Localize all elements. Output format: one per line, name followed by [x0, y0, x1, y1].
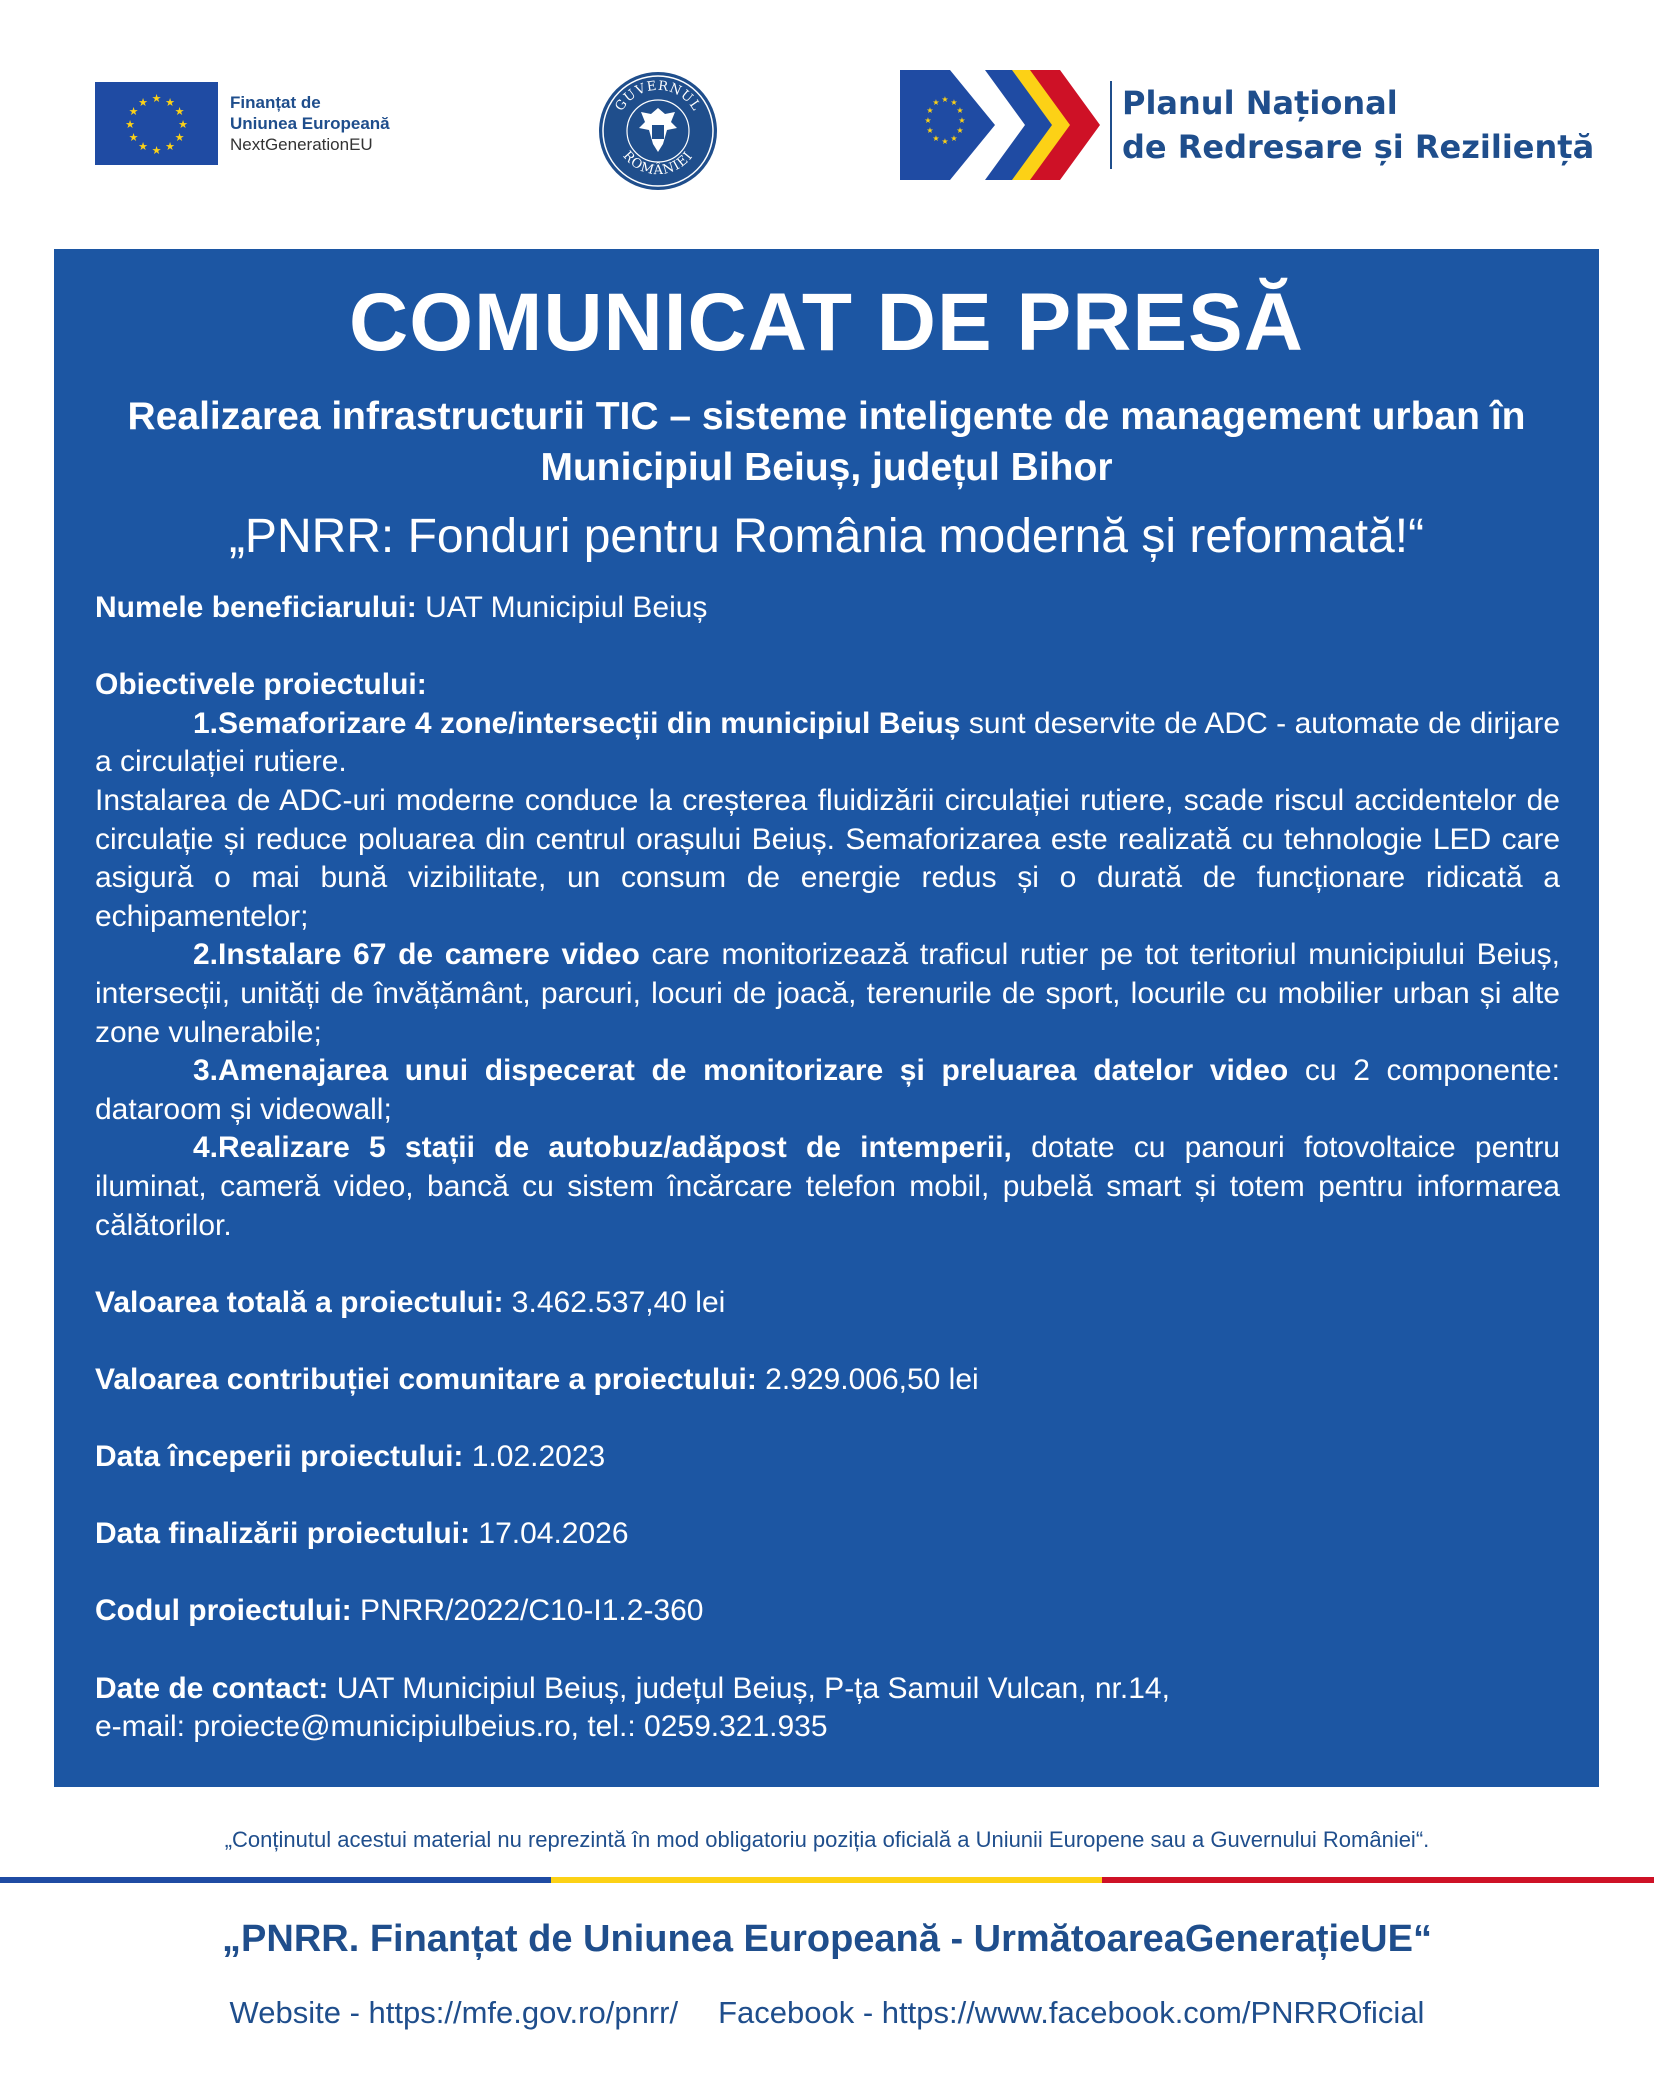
project-code-line [95, 1592, 1560, 1631]
svg-text:★: ★ [950, 98, 958, 107]
svg-text:★: ★ [926, 106, 934, 115]
pnrr-logo [900, 70, 1594, 180]
eu-contribution-line [95, 1361, 1560, 1400]
svg-text:★: ★ [174, 105, 185, 118]
beneficiary-value: UAT Municipiul Beiuș [416, 591, 708, 624]
svg-text:★: ★ [174, 131, 185, 144]
facebook-link[interactable]: Facebook - https://www.facebook.com/PNRROficial [718, 1995, 1425, 2030]
end-date-label: Data finalizării proiectului: [95, 1517, 471, 1551]
project-code-value: PNRR/2022/C10-I1.2-360 [351, 1594, 704, 1628]
contact-email-phone: e-mail: proiecte@municipiulbeius.ro, tel.: 0259.321.935 [95, 1710, 828, 1744]
objective-3 [95, 1052, 1560, 1129]
end-date-value: 17.04.2026 [470, 1517, 629, 1551]
pnrr-logo-text [1110, 81, 1594, 169]
contact-label: Date de contact: [95, 1671, 329, 1705]
svg-text:★: ★ [128, 105, 139, 118]
start-date-label: Data începerii proiectului: [95, 1440, 464, 1474]
total-value-label: Valoarea totală a proiectului: [95, 1285, 504, 1319]
objective-4-title: 4.Realizare 5 stații de autobuz/adăpost de intemperii, [193, 1131, 1012, 1165]
eu-logo-line3: NextGenerationEU [230, 135, 373, 154]
start-date-line [95, 1438, 1560, 1477]
website-link[interactable]: Website - https://mfe.gov.ro/pnrr/ [229, 1995, 679, 2030]
eu-contribution-label: Valoarea contribuției comunitare a proiectului: [95, 1362, 757, 1396]
eu-logo-line1: Finanțat de [230, 93, 321, 112]
objective-1-details: Instalarea de ADC-uri moderne conduce la creșterea fluidizării circulației rutiere, scade riscul accidentelor de circulație și reduce poluarea din centrul orașului Beiuș. Semaforizarea este realizată cu tehnologie LED care asigură o mai bună vizibilitate, un consum de energie redus și o durată de funcționare ridicată a echipamentelor; [95, 783, 1560, 933]
disclaimer-text: „Conținutul acestui material nu reprezintă în mod obligatoriu poziția oficială a Uniunii Europene sau a Guvernului României“. [224, 1827, 1430, 1852]
eu-contribution-value: 2.929.006,50 lei [756, 1362, 979, 1396]
government-seal-icon [597, 70, 719, 192]
footer-links [0, 1995, 1654, 2031]
objective-2-text: care monitorizează traficul rutier pe tot teritoriul municipiului Beiuș, intersecții, unități de învățământ, parcuri, locuri de joacă, terenurile de sport, locurile cu mobilier urban și alte zone vulnerabile; [95, 938, 1560, 1049]
contact-value: UAT Municipiul Beiuș, județul Beiuș, P-ța Samuil Vulcan, nr.14, [328, 1671, 1170, 1705]
eu-flag-icon [95, 82, 218, 165]
beneficiary-label: Numele beneficiarului: [95, 591, 417, 624]
total-value-line [95, 1284, 1560, 1323]
svg-text:★: ★ [941, 137, 949, 146]
stripe-yellow [551, 1877, 1102, 1883]
project-code-label: Codul proiectului: [95, 1594, 352, 1628]
objective-4-text: dotate cu panouri fotovoltaice pentru iluminat, cameră video, bancă cu sistem încărcare telefon mobil, pubelă smart și totem pentru informarea călătorilor. [95, 1131, 1560, 1242]
press-release-body [95, 589, 1560, 1747]
page-title: COMUNICAT DE PRESĂ [349, 277, 1304, 368]
beneficiary-line [95, 589, 1560, 628]
svg-text:★: ★ [950, 134, 958, 143]
total-value: 3.462.537,40 lei [503, 1285, 726, 1319]
svg-text:★: ★ [924, 116, 932, 125]
svg-text:★: ★ [958, 116, 966, 125]
objective-4 [95, 1129, 1560, 1245]
objective-2 [95, 936, 1560, 1052]
objectives-heading: Obiectivele proiectului: [95, 668, 427, 702]
eu-funding-logo [95, 82, 390, 165]
svg-text:★: ★ [125, 118, 135, 131]
stripe-red [1102, 1877, 1654, 1883]
end-date-line [95, 1515, 1560, 1554]
svg-text:★: ★ [956, 126, 964, 135]
objective-1-text: sunt deservite de ADC - automate de dirijare a circulației rutiere. [95, 706, 1561, 779]
stripe-blue [0, 1877, 551, 1883]
seal-top-text: GUVERNUL [612, 78, 704, 115]
svg-text:★: ★ [151, 144, 162, 157]
svg-text:★: ★ [926, 126, 934, 135]
objective-1 [95, 705, 1560, 782]
svg-text:★: ★ [932, 134, 940, 143]
svg-text:★: ★ [932, 98, 940, 107]
pnrr-slogan: „PNRR: Fonduri pentru România modernă și reformată!“ [228, 510, 1425, 563]
svg-text:★: ★ [128, 131, 139, 144]
svg-text:★: ★ [178, 118, 188, 131]
pnrr-flag-arrows-icon [900, 70, 1100, 180]
seal-bottom-text: ROMÂNIEI [619, 148, 697, 179]
objective-3-title: 3.Amenajarea unui dispecerat de monitorizare și preluarea datelor video [193, 1054, 1289, 1088]
start-date-value: 1.02.2023 [463, 1440, 606, 1474]
footer-tagline: „PNRR. Finanțat de Uniunea Europeană - UrmătoareaGenerațieUE“ [222, 1918, 1432, 1960]
eu-logo-line2: Uniunea Europeană [230, 114, 390, 133]
eu-logo-text [230, 92, 390, 155]
svg-text:★: ★ [165, 140, 175, 153]
contact-line [95, 1670, 1560, 1709]
press-release-panel [54, 249, 1599, 1787]
svg-text:★: ★ [956, 106, 964, 115]
pnrr-logo-line2: de Redresare și Reziliență [1122, 128, 1595, 166]
objective-1-title: 1.Semaforizare 4 zone/intersecții din municipiul Beiuș [193, 706, 961, 740]
objective-2-title: 2.Instalare 67 de camere video [193, 938, 640, 972]
svg-text:★: ★ [941, 95, 949, 104]
project-subtitle: Realizarea infrastructurii TIC – sisteme inteligente de management urban în Municipiul Beiuș, județul Bihor [127, 395, 1526, 489]
svg-text:★: ★ [165, 96, 175, 109]
pnrr-logo-line1: Planul Național [1122, 84, 1398, 122]
svg-text:★: ★ [138, 140, 148, 153]
svg-text:★: ★ [151, 92, 162, 105]
svg-text:★: ★ [138, 96, 148, 109]
objective-3-text: cu 2 componente: dataroom și videowall; [95, 1054, 1561, 1126]
